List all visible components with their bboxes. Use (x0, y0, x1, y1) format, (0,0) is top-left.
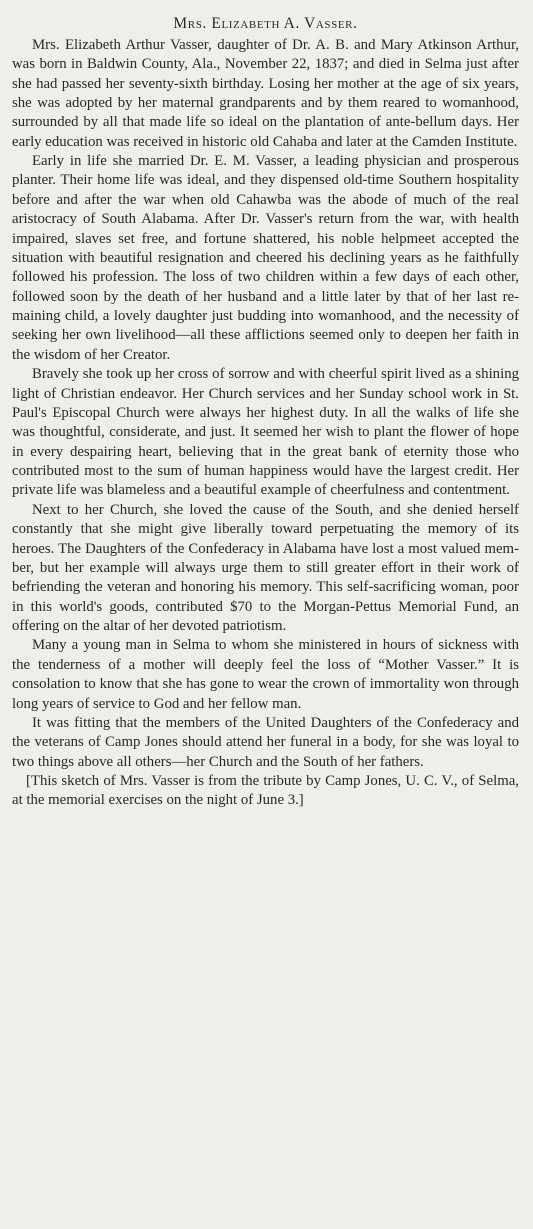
paragraph-confederacy: Next to her Church, she loved the cause of the South, and she denied herself constantly that she might give liberally toward perpetuating the memory of its heroes. The Daughters of the Confederacy in Alabama have lost a most valued member, but her example will always urge them to still greater effort in their work of befriending the veteran and honoring his memory. This self-sacrificing woman, poor in this world's goods, contributed $70 to the Morgan-Pettus Memorial Fund, an offering on the altar of her devoted patriotism. (12, 501, 519, 635)
paragraph-funeral: It was fitting that the members of the United Daughters of the Confederacy and the veterans of Camp Jones should attend her funeral in a body, for she was loyal to two things above all others—her Church and the South of her fathers. (12, 714, 519, 770)
source-note: [This sketch of Mrs. Vasser is from the tribute by Camp Jones, U. C. V., of Selma, at the memorial exercises on the night of June 3.] (12, 773, 519, 809)
article-title: Mrs. Elizabeth A. Vasser. (173, 15, 358, 32)
paragraph-mother-vasser: Many a young man in Selma to whom she ministered in hours of sickness with the tenderness of a mother will deeply feel the loss of “Mother Vasser.” It is consolation to know that she has gone to wear the crown of immortality won through long years of service to God and her fellow man. (12, 637, 519, 712)
paragraph-biography: Mrs. Elizabeth Arthur Vasser, daughter of Dr. A. B. and Mary Atkinson Arthur, was born in Baldwin County, Ala., November 22, 1837; and died in Selma just after she had passed her seventy-sixth birthday. Losing her mother at the age of six years, she was adopted by her maternal grandparents and by them reared to womanhood, surrounded by all that made life so ideal on the plantation of ante-bellum days. Her early education was received in historic old Cahaba and later at the Camden Institute. (12, 36, 519, 150)
paragraph-church-work: Bravely she took up her cross of sorrow and with cheerful spirit lived as a shining light of Christian endeavor. Her Church services and her Sunday school work in St. Paul's Episcopal Church were always her highest duty. In all the walks of life she was thoughtful, considerate, and just. It seemed her wish to plant the flower of hope in every despairing heart, believing that in the great bank of eternity those who contributed most to the sum of human happiness would have the largest credit. Her private life was blameless and a beautiful example of cheerfulness and contentment. (12, 366, 519, 499)
document-page (12, 0, 519, 1229)
paragraph-marriage: Early in life she married Dr. E. M. Vasser, a leading physician and prosperous planter. Their home life was ideal, and they dispensed old-time Southern hospitality before and after the war when old Cahawba was the abode of much of the real aristocracy of South Alabama. After Dr. Vasser's return from the war, with health impaired, slaves set free, and fortune shattered, his noble helpmeet accepted the situation with beautiful resignation and cheered his declining years as he faithfully followed his profession. The loss of two children within a few days of each other, followed soon by the death of her husband and a little later by that of her last remaining child, a lovely daughter just budding into womanhood, and the necessity of seeking her own livelihood—all these afflictions seemed only to deepen her faith in the wisdom of her Creator. (12, 153, 519, 363)
